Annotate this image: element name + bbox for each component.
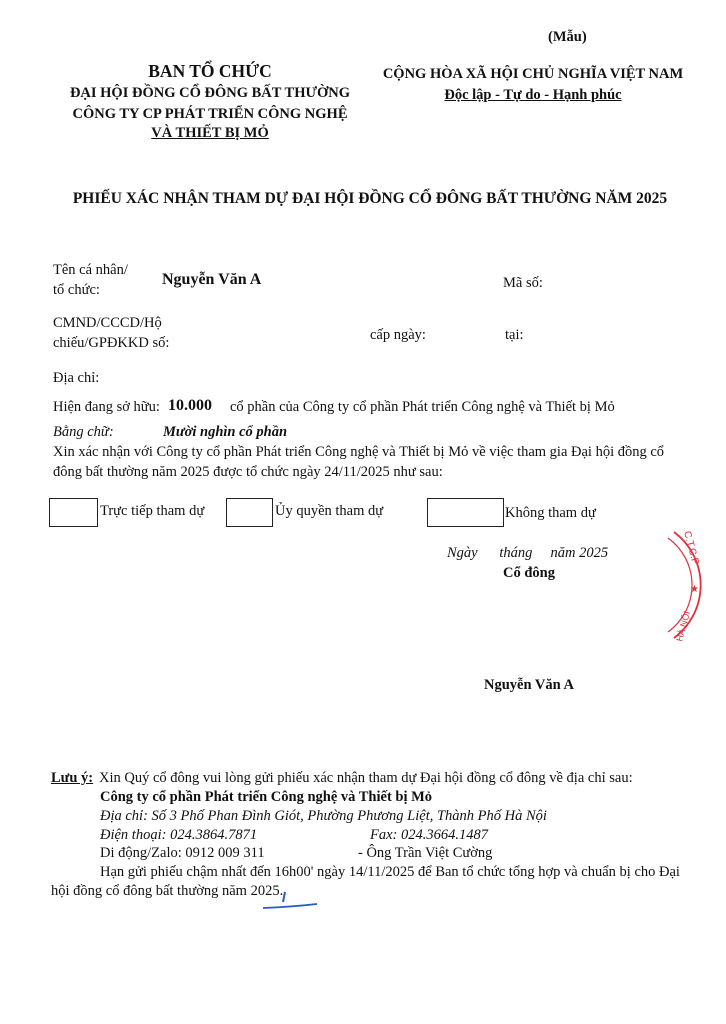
shareholder-name: Nguyễn Văn A [162,271,262,288]
organizer-line-1: BAN TỔ CHỨC [148,61,272,81]
signature-role: Cổ đông [503,565,555,581]
checkbox-direct[interactable] [49,498,98,527]
note-fax: Fax: 024.3664.1487 [370,827,488,843]
pen-mark [255,888,325,916]
note-phone: Điện thoại: 024.3864.7871 [100,827,258,843]
in-words-label: Bằng chữ: [53,424,114,440]
document-title: PHIẾU XÁC NHẬN THAM DỰ ĐẠI HỘI ĐỒNG CỔ ĐÔNG BẤT THƯỜNG NĂM 2025 [72,190,668,207]
note-label: Lưu ý: [51,770,94,786]
id-label-2: chiếu/GPĐKKD số: [53,335,170,351]
organizer-line-4: VÀ THIẾT BỊ MỎ [151,125,269,141]
shares-value: 10.000 [168,397,212,414]
name-label-1: Tên cá nhân/ [53,262,128,278]
signature-date: Ngày tháng năm 2025 [447,545,609,561]
organizer-line-2: ĐẠI HỘI ĐỒNG CỔ ĐÔNG BẤT THƯỜNG [69,85,351,101]
issue-place-label: tại: [505,327,524,343]
note-address: Địa chỉ: Số 3 Phố Phan Đình Giót, Phường Phương Liệt, Thành Phố Hà Nội [100,808,547,824]
owning-label: Hiện đang sở hữu: [53,399,160,415]
name-label-2: tổ chức: [53,282,100,298]
code-label: Mã số: [503,275,543,291]
stamp-text-top: C.T.C.P [681,529,701,567]
stamp-text-bottom: HÀ NỘI [674,609,692,643]
issue-date-label: cấp ngày: [370,327,426,343]
option-direct-label: Trực tiếp tham dự [100,503,205,519]
confirm-line-2: đông bất thường năm 2025 được tổ chức ngày 24/11/2025 như sau: [53,464,443,480]
form-label: (Mẫu) [548,29,587,45]
option-absent-label: Không tham dự [505,505,596,521]
note-company: Công ty cổ phần Phát triển Công nghệ và Thiết bị Mỏ [100,789,433,805]
signature-name: Nguyễn Văn A [484,677,574,693]
national-motto: Độc lập - Tự do - Hạnh phúc [444,87,622,103]
confirm-line-1: Xin xác nhận với Công ty cổ phần Phát triển Công nghệ và Thiết bị Mỏ về việc tham gia Đại hội đồng cổ [53,444,665,460]
organizer-line-3: CÔNG TY CP PHÁT TRIỂN CÔNG NGHỆ [72,106,348,122]
note-intro: Xin Quý cổ đông vui lòng gửi phiếu xác nhận tham dự Đại hội đồng cổ đông về địa chỉ sau: [99,770,633,786]
id-label-1: CMND/CCCD/Hộ [53,315,162,331]
in-words-value: Mười nghìn cổ phần [163,424,288,440]
national-title: CỘNG HÒA XÃ HỘI CHỦ NGHĨA VIỆT NAM [382,66,684,82]
shares-suffix: cổ phần của Công ty cổ phần Phát triển Công nghệ và Thiết bị Mỏ [230,399,615,415]
note-contact: - Ông Trần Việt Cường [358,845,493,861]
company-stamp [640,520,726,650]
address-label: Địa chỉ: [53,370,100,386]
option-proxy-label: Ủy quyền tham dự [275,503,384,519]
checkbox-absent[interactable] [427,498,504,527]
note-deadline-1: Hạn gửi phiếu chậm nhất đến 16h00' ngày 14/11/2025 để Ban tổ chức tổng hợp và chuẩn bị cho Đại [100,864,680,880]
note-deadline-2: hội đồng cổ đông bất thường năm 2025. [51,883,284,899]
note-mobile: Di động/Zalo: 0912 009 311 [100,845,265,861]
stamp-star-icon: ★ [690,584,699,595]
checkbox-proxy[interactable] [226,498,273,527]
